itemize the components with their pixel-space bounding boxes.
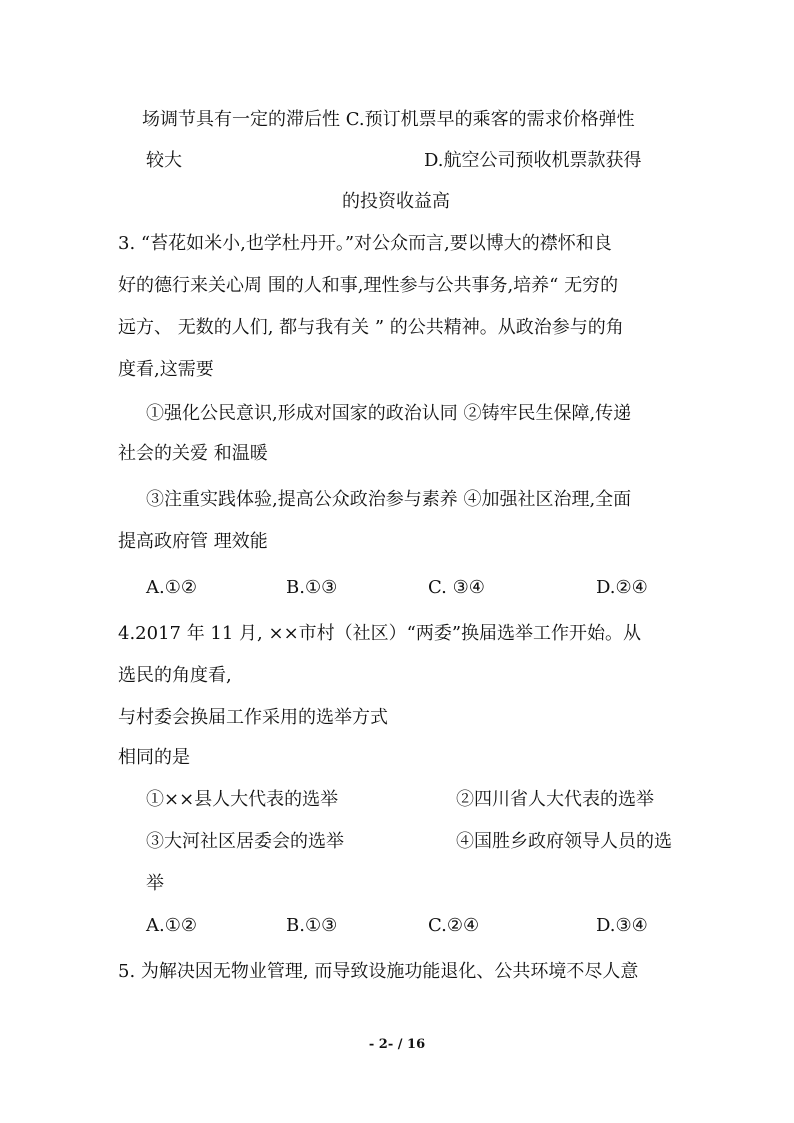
question-stem: 远方、 无数的人们, 都与我有关 ” 的公共精神。从政治参与的角 xyxy=(118,317,624,338)
answer-option-a: A.①② xyxy=(146,577,197,598)
text-line: 较大 xyxy=(146,150,182,171)
statement-item: ②四川省人大代表的选举 xyxy=(456,789,654,810)
statement-item: ③大河社区居委会的选举 xyxy=(146,831,344,852)
question-stem: 4.2017 年 11 月, ××市村（社区）“两委”换届选举工作开始。从 xyxy=(118,623,642,644)
text-line: 场调节具有一定的滞后性 C.预订机票早的乘客的需求价格弹性 xyxy=(142,109,635,130)
question-stem: 与村委会换届工作采用的选举方式 xyxy=(118,707,388,728)
answer-option-b: B.①③ xyxy=(286,577,338,598)
answer-option-b: B.①③ xyxy=(286,915,338,936)
question-stem: 5. 为解决因无物业管理, 而导致设施功能退化、公共环境不尽人意 xyxy=(118,961,639,982)
question-stem: 3. “苔花如米小,也学杜丹开。”对公众而言,要以博大的襟怀和良 xyxy=(118,233,612,254)
statement-item: 社会的关爱 和温暖 xyxy=(118,443,268,464)
statement-item: ④国胜乡政府领导人员的选 xyxy=(456,831,672,852)
answer-option-c: C. ③④ xyxy=(428,577,485,598)
answer-option-c: C.②④ xyxy=(428,915,480,936)
statement-item: 举 xyxy=(146,873,164,894)
statement-item: 提高政府管 理效能 xyxy=(118,531,268,552)
question-stem: 度看,这需要 xyxy=(118,359,214,380)
statement-item: ①强化公民意识,形成对国家的政治认同 ②铸牢民生保障,传递 xyxy=(146,403,632,424)
question-stem: 选民的角度看, xyxy=(118,665,232,686)
question-stem: 相同的是 xyxy=(118,747,190,768)
answer-option-d: D.③④ xyxy=(596,915,648,936)
text-line: D.航空公司预收机票款获得 xyxy=(424,150,642,171)
statement-item: ①××县人大代表的选举 xyxy=(146,789,339,810)
question-stem: 好的德行来关心周 围的人和事,理性参与公共事务,培养“ 无穷的 xyxy=(118,275,619,296)
answer-option-d: D.②④ xyxy=(596,577,648,598)
page-number: - 2- / 16 xyxy=(368,1037,426,1052)
text-line: 的投资收益高 xyxy=(342,191,450,212)
statement-item: ③注重实践体验,提高公众政治参与素养 ④加强社区治理,全面 xyxy=(146,489,632,510)
answer-option-a: A.①② xyxy=(146,915,197,936)
